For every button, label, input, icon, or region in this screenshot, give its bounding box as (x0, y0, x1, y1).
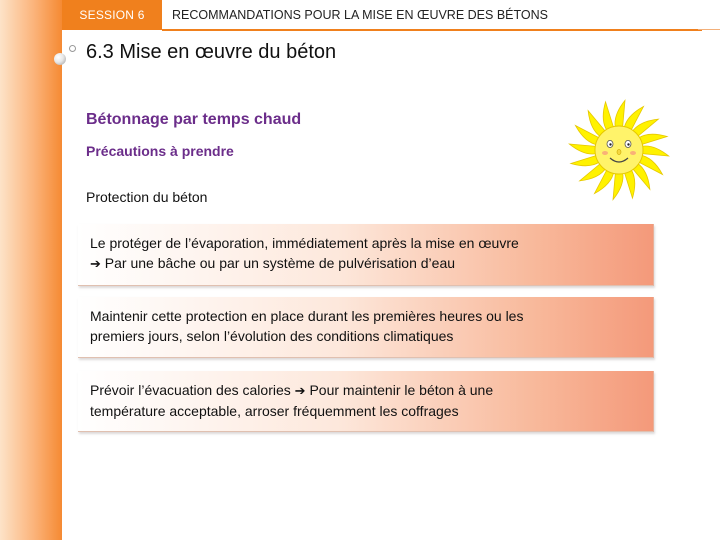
sun-ray (569, 144, 597, 154)
session-tab: SESSION 6 (62, 0, 162, 30)
slide-subheading: Précautions à prendre (86, 143, 234, 159)
box-text: Pour maintenir le béton à une (309, 382, 494, 398)
box-line: premiers jours, selon l’évolution des conditions climatiques (90, 328, 454, 344)
box-line: Le protéger de l’évaporation, immédiatement après la mise en œuvre (90, 235, 519, 251)
right-arrow-icon: ➔ (90, 256, 101, 271)
box-line: Maintenir cette protection en place durant les premières heures ou les (90, 308, 524, 324)
slide-heading: Bétonnage par temps chaud (86, 111, 302, 128)
box-line (90, 380, 641, 401)
sun-face-icon (565, 96, 673, 204)
box-text: Prévoir l’évacuation des calories (90, 382, 291, 398)
info-box-evaporation (78, 224, 654, 286)
box-text: Par une bâche ou par un système de pulvérisation d’eau (104, 255, 456, 271)
sun-ray (641, 146, 669, 156)
header-underline-end (698, 29, 720, 30)
header-bar (0, 0, 720, 30)
box-line: température acceptable, arroser fréquemment les coffrages (90, 403, 459, 419)
box-line (90, 253, 641, 274)
section-title: 6.3 Mise en œuvre du béton (86, 41, 337, 63)
left-decorative-band (0, 0, 62, 540)
orb-bullet-icon (54, 53, 66, 65)
info-box-maintain-protection (78, 297, 654, 358)
header-underline (162, 29, 702, 31)
sun-ray (613, 172, 623, 200)
info-box-calories (78, 371, 654, 432)
protection-label: Protection du béton (86, 189, 208, 205)
right-arrow-icon: ➔ (294, 383, 306, 398)
title-bullet-icon (69, 45, 76, 52)
sun-ray (615, 100, 625, 128)
header-title: RECOMMANDATIONS POUR LA MISE EN ŒUVRE DES BÉTONS (172, 8, 548, 22)
